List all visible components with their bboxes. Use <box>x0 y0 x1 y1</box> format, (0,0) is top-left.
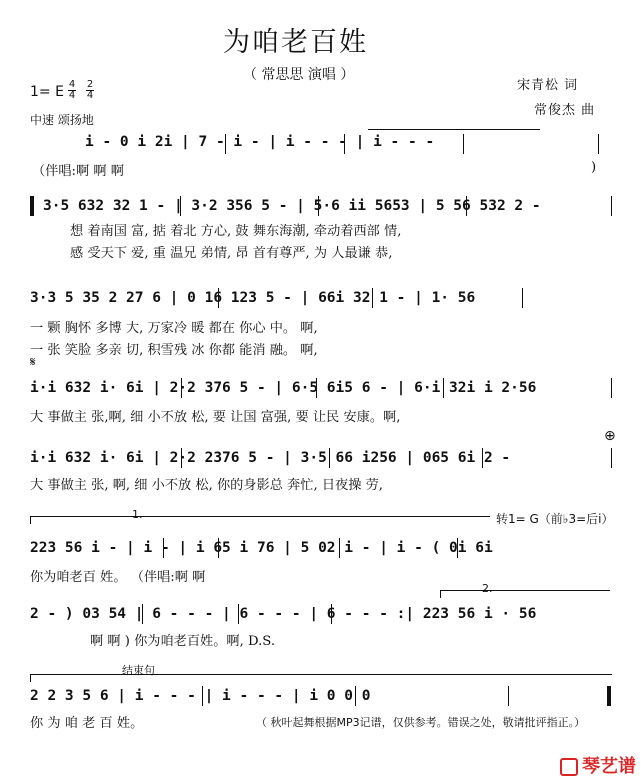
transcription-note: （ 秋叶起舞根据MP3记谱，仅供参考。错误之处，敬请批评指正。） <box>256 716 586 729</box>
notation-row-6: 223 56 i - | i - | i 65 i 76 | 5 02 i - | i - ( 0i 6i <box>30 540 493 556</box>
notation-row-8: 2 2 3 5 6 | i - - - | i - - - | i 0 0 0 <box>30 688 371 704</box>
modulation-marking: 转1= G（前♭3=后i） <box>496 512 614 526</box>
watermark-logo <box>560 752 636 778</box>
key-signature <box>30 84 64 100</box>
lyrics-row-8: 你 为 咱 老 百 姓。 <box>30 716 144 731</box>
watermark-text: 琴艺谱 <box>582 756 636 777</box>
lyrics-row-4: 大 事做主 张,啊, 细 小不放 松, 要 让国 富强, 要 让民 安康。啊, <box>30 410 401 425</box>
lyricist-credit: 宋青松 词 <box>517 78 579 93</box>
page-title: 为咱老百姓 <box>223 27 368 58</box>
lyrics-row-3a: 一 颗 胸怀 多博 大, 万家冷 暖 都在 你心 中。 啊, <box>30 321 318 336</box>
tempo-marking: 中速 颂扬地 <box>30 113 94 127</box>
lyrics-row-1: （伴唱:啊 啊 啊 <box>32 164 124 179</box>
lyrics-row-3b: 一 张 笑脸 多亲 切, 积雪残 冰 你都 能消 融。 啊, <box>30 343 318 358</box>
lyrics-row-2a: 想 着南国 富, 掂 着北 方心, 鼓 舞东海潮, 牵动着西部 情, <box>70 224 402 239</box>
volta-1-label: 1. <box>132 508 143 521</box>
notation-row-2: 3·5 632 32 1 - | 3·2 356 5 - | 5·6 ii 5653 | 5 56 532 2 - <box>43 198 541 214</box>
lyrics-row-6: 你为咱老百 姓。 （伴唱:啊 啊 <box>30 570 206 585</box>
coda-sign: ⊕ <box>604 428 616 444</box>
key-label: 1= E <box>30 84 64 100</box>
lyrics-row-1-close: ) <box>591 160 597 175</box>
performer-line: （ 常思思 演唱 ） <box>243 67 355 83</box>
lyrics-row-2b: 感 受天下 爱, 重 温兄 弟情, 昂 首有尊严, 为 人最谦 恭, <box>70 246 393 261</box>
notation-row-1: i - 0 i 2i | 7 - i - | i - - - | i - - - <box>85 134 435 150</box>
notation-row-5: i·i 632 i· 6i | 2·2 2376 5 - | 3·5 66 i256 | 065 6i 2 - <box>30 450 511 466</box>
watermark-icon <box>560 758 578 776</box>
volta-2-label: 2. <box>482 582 493 595</box>
ending-label: 结束句 <box>122 664 155 677</box>
time-signature: 4 4 <box>68 79 76 101</box>
segno-sign: 𝄋 <box>30 355 36 370</box>
composer-credit: 常俊杰 曲 <box>534 103 596 118</box>
notation-row-7: 2 - ) 03 54 | 6 - - - | 6 - - - | 6 - - - :| 223 56 i · 56 <box>30 606 537 622</box>
notation-row-3: 3·3 5 35 2 27 6 | 0 16 123 5 - | 66i 32 1 - | 1· 56 <box>30 290 476 306</box>
time-signature-2: 2 4 <box>86 79 94 101</box>
notation-row-4: i·i 632 i· 6i | 2·2 376 5 - | 6·5 6i5 6 - | 6·i 32i i 2·56 <box>30 380 537 396</box>
lyrics-row-5: 大 事做主 张, 啊, 细 小不放 松, 你的身影总 奔忙, 日夜操 劳, <box>30 478 384 493</box>
lyrics-row-7: 啊 啊 ) 你为咱老百姓。啊, D.S. <box>90 634 276 649</box>
